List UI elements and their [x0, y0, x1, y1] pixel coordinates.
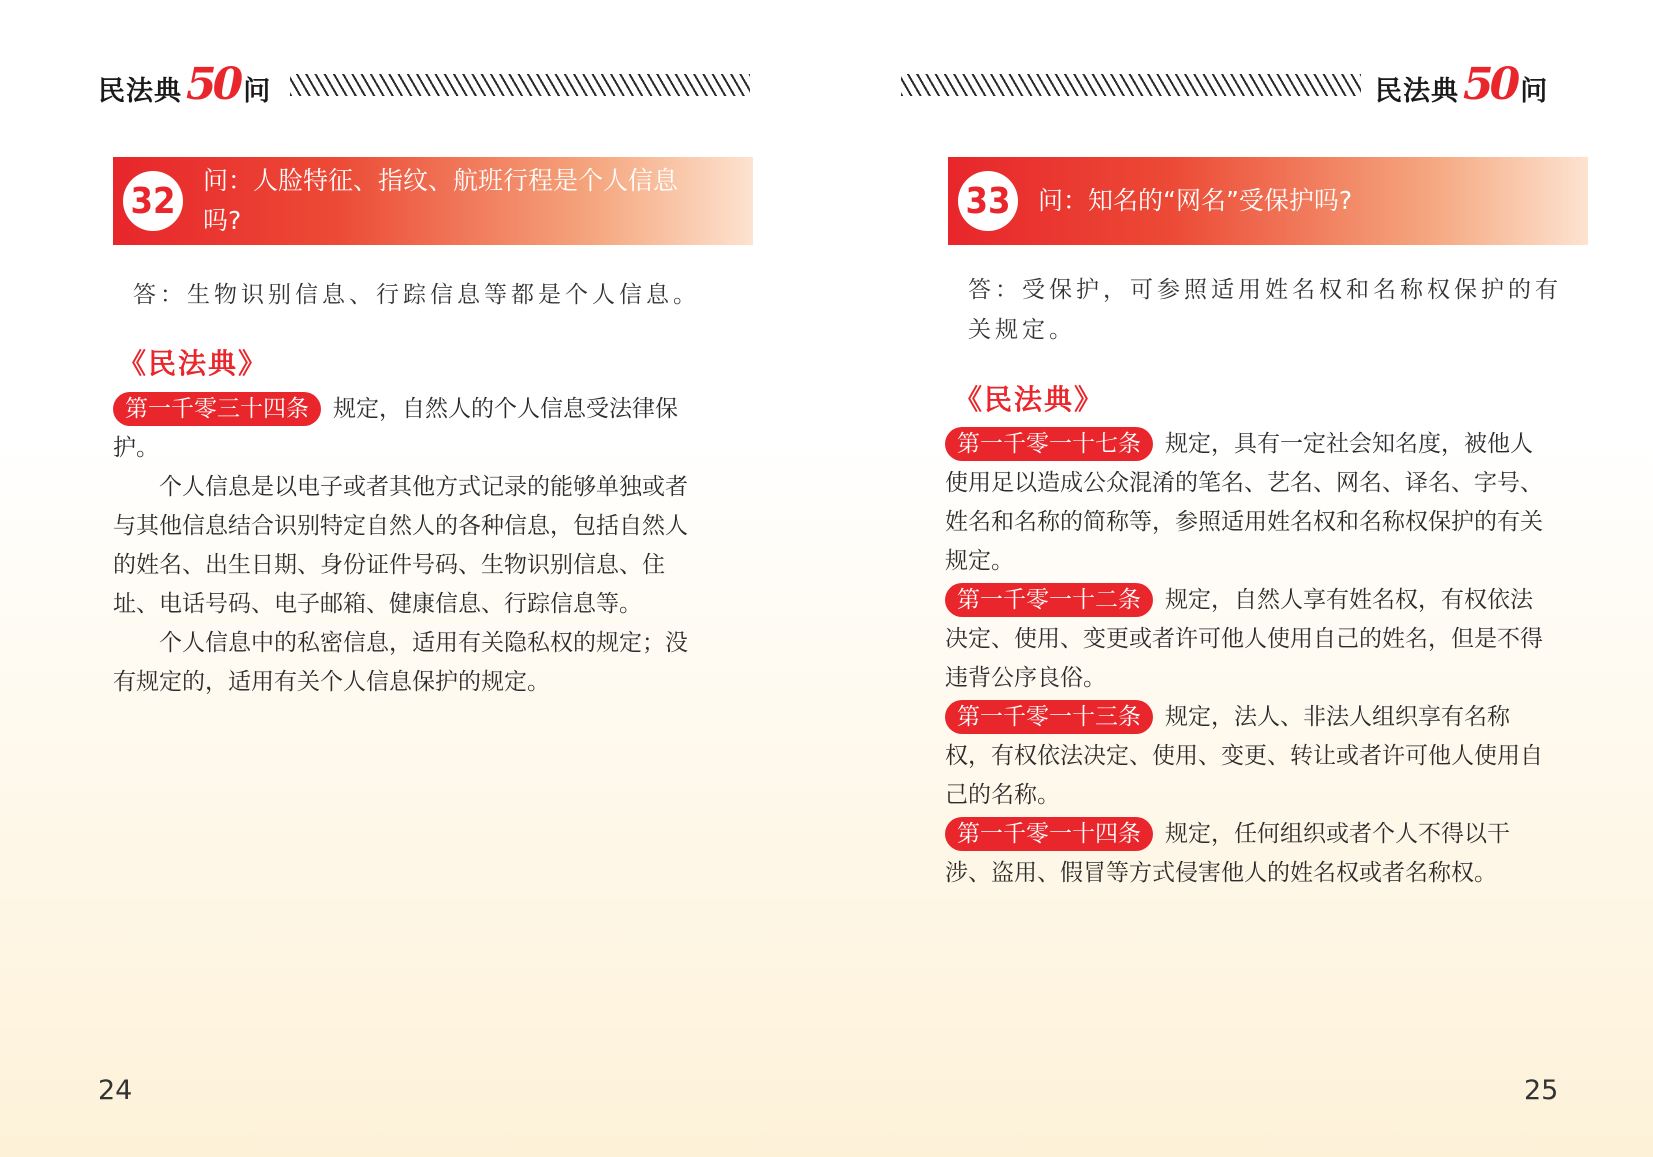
- article-tag: 第一千零一十四条: [945, 817, 1153, 851]
- article-body: [945, 425, 1545, 893]
- answer-text: 答：受保护，可参照适用姓名权和名称权保护的有关规定。: [968, 277, 1562, 343]
- question-header: [113, 157, 753, 245]
- article-tag: 第一千零一十七条: [945, 427, 1153, 461]
- brand-number: 50: [186, 59, 240, 110]
- law-title: 《民法典》: [118, 347, 269, 380]
- article-text: 规定，自然人的个人信息受法律保护。: [113, 396, 678, 461]
- body-paragraph: 个人信息是以电子或者其他方式记录的能够单独或者与其他信息结合识别特定自然人的各种信息，包括自然人的姓名、出生日期、身份证件号码、生物识别信息、住址、电话号码、电子邮箱、健康信息、行踪信息等。: [113, 474, 688, 617]
- header-hatch-divider: [290, 74, 750, 96]
- brand-suffix: 问: [1520, 75, 1549, 107]
- page-number: 25: [1524, 1075, 1559, 1106]
- article-tag: 第一千零三十四条: [113, 392, 321, 426]
- brand-logo: [1375, 59, 1549, 112]
- page-number: 24: [98, 1075, 133, 1106]
- question-header: [948, 157, 1588, 245]
- article-text: 规定，具有一定社会知名度，被他人使用足以造成公众混淆的笔名、艺名、网名、译名、字号、姓名和名称的简称等，参照适用姓名权和名称权保护的有关规定。: [945, 431, 1543, 574]
- article-text: 规定，法人、非法人组织享有名称权，有权依法决定、使用、变更、转让或者许可他人使用自己的名称。: [945, 704, 1543, 808]
- article-paragraph: [945, 815, 1545, 893]
- article-body: [113, 390, 703, 702]
- brand-logo: [98, 59, 272, 112]
- article-paragraph: [113, 390, 703, 468]
- question-text: 问：人脸特征、指纹、航班行程是个人信息吗?: [203, 166, 679, 235]
- left-page: [0, 0, 826, 1157]
- article-tag: 第一千零一十二条: [945, 583, 1153, 617]
- question-number-badge: 32: [123, 171, 183, 231]
- brand-suffix: 问: [243, 75, 272, 107]
- question-text: 问：知名的“网名”受保护吗?: [1038, 186, 1353, 215]
- brand-title: 民法典: [98, 75, 182, 107]
- body-paragraph: 个人信息中的私密信息，适用有关隐私权的规定；没有规定的，适用有关个人信息保护的规定。: [113, 630, 688, 695]
- answer-text: 答：生物识别信息、行踪信息等都是个人信息。: [133, 282, 700, 308]
- article-paragraph: [945, 698, 1545, 815]
- article-text: 规定，自然人享有姓名权，有权依法决定、使用、变更或者许可他人使用自己的姓名，但是不得违背公序良俗。: [945, 587, 1543, 691]
- brand-number: 50: [1463, 59, 1517, 110]
- question-number-badge: 33: [958, 171, 1018, 231]
- article-paragraph: [945, 581, 1545, 698]
- brand-title: 民法典: [1375, 75, 1459, 107]
- article-text: 规定，任何组织或者个人不得以干涉、盗用、假冒等方式侵害他人的姓名权或者名称权。: [945, 821, 1510, 886]
- law-title: 《民法典》: [954, 383, 1105, 416]
- header-hatch-divider: [901, 74, 1361, 96]
- right-page: [827, 0, 1653, 1157]
- article-paragraph: [945, 425, 1545, 581]
- article-tag: 第一千零一十三条: [945, 700, 1153, 734]
